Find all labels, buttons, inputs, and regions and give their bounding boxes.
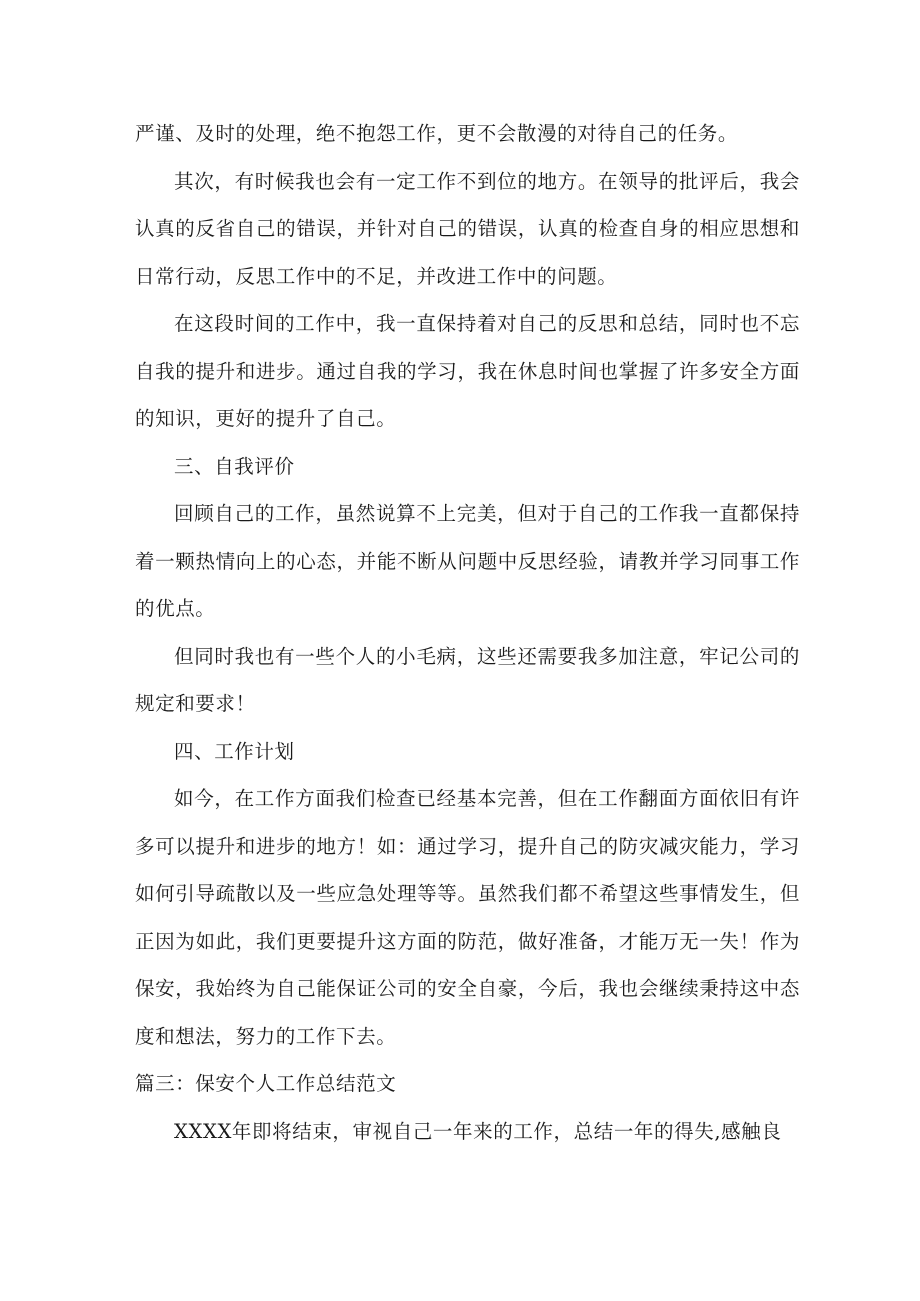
paragraph-work-plan: 如今，在工作方面我们检查已经基本完善，但在工作翻面方面依旧有许多可以提升和进步的地方！如：通过学习，提升自己的防灾减灾能力，学习如何引导疏散以及一些应急处理等等。虽然我们都不希望这些事情发生，但正因为如此，我们更要提升这方面的防范，做好准备，才能万无一失！作为保安，我始终为自己能保证公司的安全自豪，今后，我也会继续秉持这中态度和想法，努力的工作下去。	[135, 787, 800, 1048]
paragraph-article-intro: XXXX年即将结束，审视自己一年来的工作，总结一年的得失,感触良	[174, 1119, 782, 1143]
paragraph-self-improvement: 在这段时间的工作中，我一直保持着对自己的反思和总结，同时也不忘自我的提升和进步。通过自我的学习，我在休息时间也掌握了许多安全方面的知识，更好的提升了自己。	[135, 312, 800, 430]
paragraph-evaluation: 回顾自己的工作，虽然说算不上完美，但对于自己的工作我一直都保持着一颗热情向上的心态，并能不断从问题中反思经验，请教并学习同事工作的优点。	[135, 502, 800, 620]
section-heading-self-evaluation: 三、自我评价	[174, 454, 295, 478]
paragraph-continuation: 严谨、及时的处理，绝不抱怨工作，更不会散漫的对待自己的任务。	[135, 122, 739, 145]
document-body	[135, 110, 800, 1155]
section-heading-work-plan: 四、工作计划	[174, 739, 295, 763]
paragraph-self-reflection: 其次，有时候我也会有一定工作不到位的地方。在领导的批评后，我会认真的反省自己的错误，并针对自己的错误，认真的检查自身的相应思想和日常行动，反思工作中的不足，并改进工作中的问题。	[135, 169, 800, 288]
article-title: 篇三：保安个人工作总结范文	[135, 1072, 397, 1095]
paragraph-shortcomings: 但同时我也有一些个人的小毛病，这些还需要我多加注意，牢记公司的规定和要求！	[135, 644, 800, 715]
